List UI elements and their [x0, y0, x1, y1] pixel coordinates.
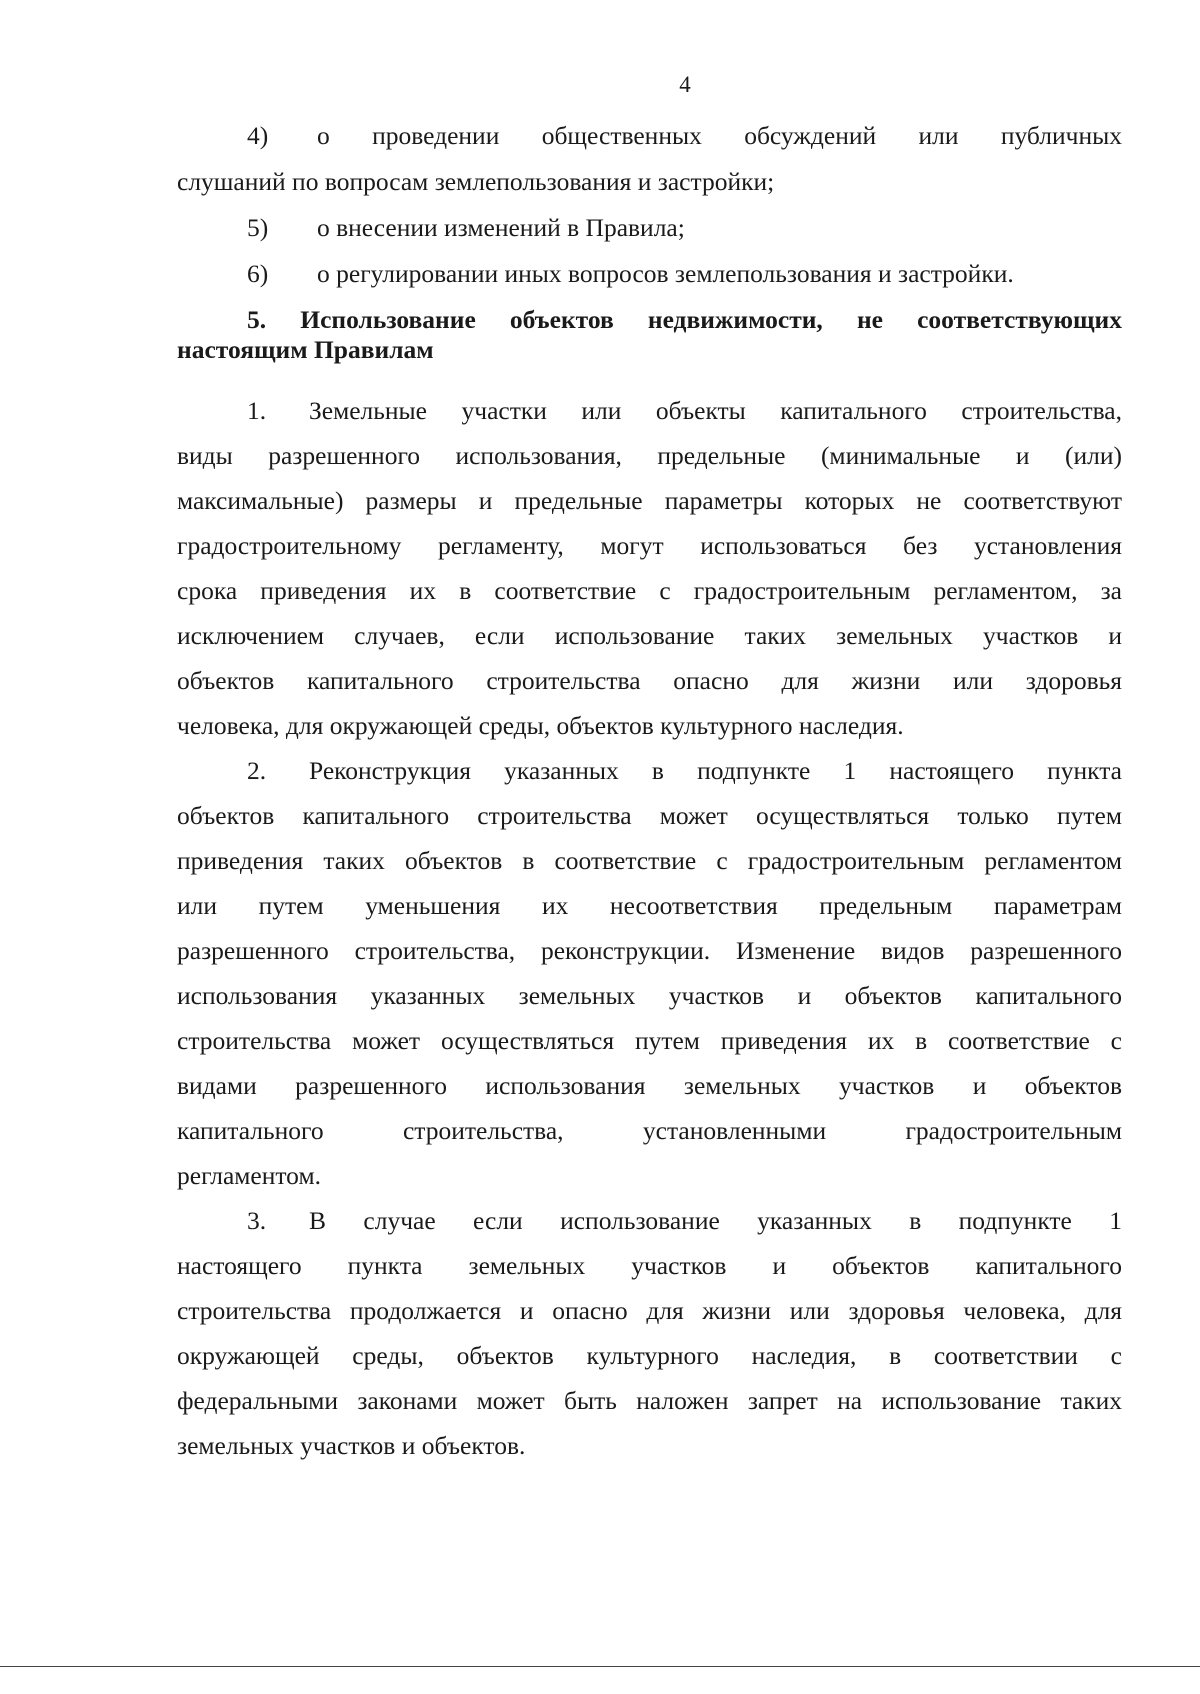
page-number: 4 [679, 72, 691, 97]
paragraph-1-line-7: объектов капитального строительства опасно для жизни или здоровья [177, 666, 1122, 695]
paragraph-2-line-9: капитального строительства, установленными градостроительным [177, 1116, 1122, 1145]
paragraph-3-line-6: земельных участков и объектов. [177, 1431, 526, 1460]
paragraph-3-line-2: настоящего пункта земельных участков и объектов капитального [177, 1251, 1122, 1280]
paragraph-2-line-5: разрешенного строительства, реконструкции. Изменение видов разрешенного [177, 936, 1122, 965]
list-item-5: 5) о внесении изменений в Правила; [247, 210, 1122, 246]
paragraph-2-line-1: 2. Реконструкция указанных в подпункте 1 настоящего пункта [247, 753, 1122, 789]
list-item-6: 6) о регулировании иных вопросов землепользования и застройки. [247, 256, 1122, 292]
list-item-number: 4) [247, 121, 269, 150]
paragraph-number: 3. [247, 1206, 267, 1235]
paragraph-1-line-5: срока приведения их в соответствие с градостроительным регламентом, за [177, 576, 1122, 605]
paragraph-1-line-8: человека, для окружающей среды, объектов культурного наследия. [177, 711, 904, 740]
paragraph-2-line-4: или путем уменьшения их несоответствия предельным параметрам [177, 891, 1122, 920]
paragraph-1-line-3: максимальные) размеры и предельные параметры которых не соответствуют [177, 486, 1122, 515]
paragraph-3-line-1: 3. В случае если использование указанных в подпункте 1 [247, 1203, 1122, 1239]
paragraph-2-line-3: приведения таких объектов в соответствие с градостроительным регламентом [177, 846, 1122, 875]
list-item-4-line-2: слушаний по вопросам землепользования и застройки; [177, 167, 775, 196]
section-heading-line-2: настоящим Правилам [177, 335, 434, 364]
paragraph-number: 2. [247, 756, 267, 785]
paragraph-1-line-2: виды разрешенного использования, предельные (минимальные и (или) [177, 441, 1122, 470]
paragraph-1-line-6: исключением случаев, если использование таких земельных участков и [177, 621, 1122, 650]
list-item-number: 6) [247, 259, 269, 288]
paragraph-3-line-5: федеральными законами может быть наложен запрет на использование таких [177, 1386, 1122, 1415]
list-item-4-line-1: 4) о проведении общественных обсуждений или публичных [247, 118, 1122, 154]
paragraph-2-line-10: регламентом. [177, 1161, 321, 1190]
paragraph-1-line-1: 1. Земельные участки или объекты капитального строительства, [247, 393, 1122, 429]
paragraph-2-line-7: строительства может осуществляться путем приведения их в соответствие с [177, 1026, 1122, 1055]
list-item-number: 5) [247, 213, 269, 242]
paragraph-2-line-6: использования указанных земельных участков и объектов капитального [177, 981, 1122, 1010]
paragraph-1-line-4: градостроительному регламенту, могут использоваться без установления [177, 531, 1122, 560]
section-heading-line-1: 5. Использование объектов недвижимости, не соответствующих [247, 305, 1122, 334]
footer-divider [0, 1666, 1200, 1667]
paragraph-2-line-8: видами разрешенного использования земельных участков и объектов [177, 1071, 1122, 1100]
paragraph-3-line-3: строительства продолжается и опасно для жизни или здоровья человека, для [177, 1296, 1122, 1325]
paragraph-2-line-2: объектов капитального строительства может осуществляться только путем [177, 801, 1122, 830]
paragraph-number: 1. [247, 396, 267, 425]
paragraph-3-line-4: окружающей среды, объектов культурного наследия, в соответствии с [177, 1341, 1122, 1370]
